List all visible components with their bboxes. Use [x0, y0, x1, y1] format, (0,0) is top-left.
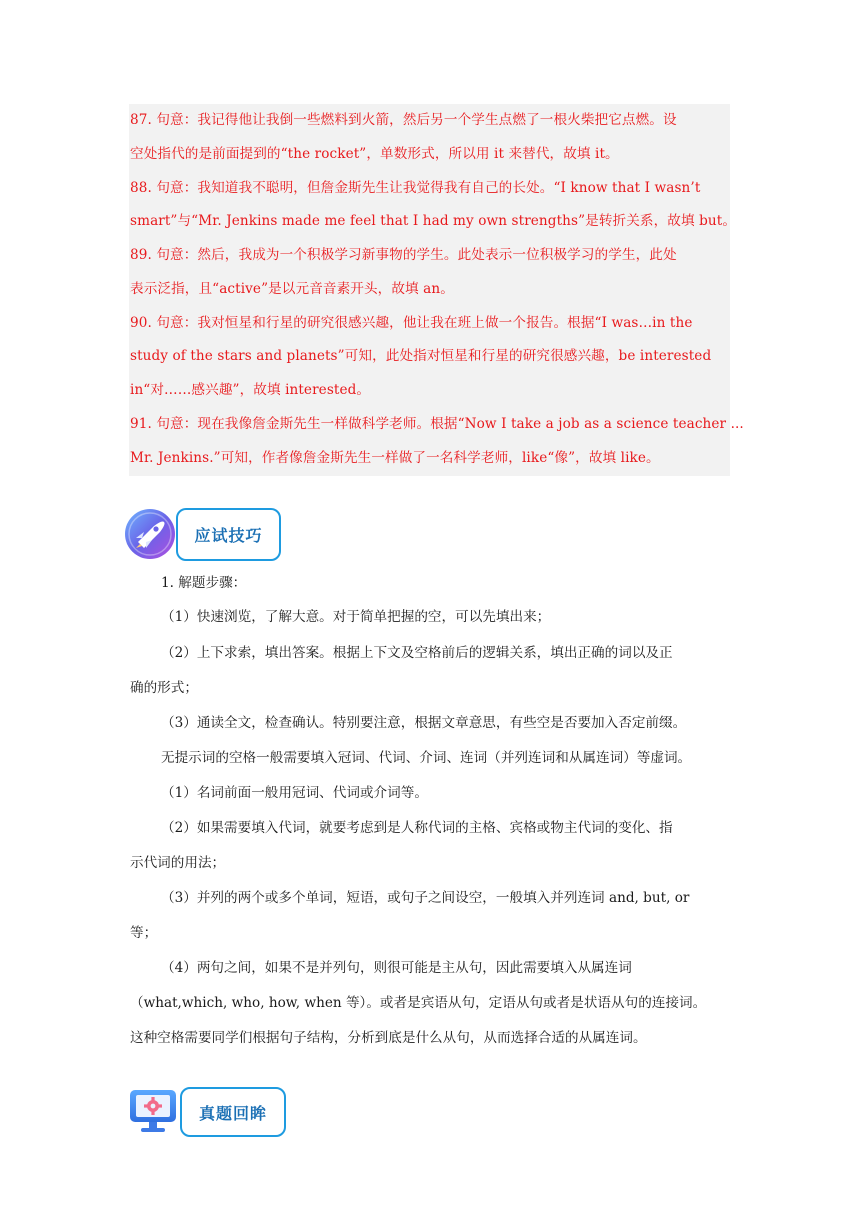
section-heading-review	[180, 1087, 286, 1137]
rocket-icon	[124, 508, 176, 560]
answer-line: smart”与“Mr. Jenkins made me feel that I had my own strengths”是转折关系，故填 but。	[130, 213, 737, 229]
answer-line: 91. 句意：现在我像詹金斯先生一样做科学老师。根据“Now I take a job as a science teacher ...	[130, 416, 744, 432]
monitor-gear-icon	[128, 1086, 178, 1136]
answer-line: 90. 句意：我对恒星和行星的研究很感兴趣，他让我在班上做一个报告。根据“I was…in the	[130, 315, 693, 331]
answer-line: 88. 句意：我知道我不聪明，但詹金斯先生让我觉得我有自己的长处。“I know that I wasn’t	[130, 180, 701, 196]
section-heading-text: 真题回眸	[198, 1103, 267, 1123]
answer-line: 空处指代的是前面提到的“the rocket”，单数形式，所以用 it 来替代，故填 it。	[130, 146, 619, 162]
answer-line: Mr. Jenkins.”可知，作者像詹金斯先生一样做了一名科学老师，like“像”，故填 like。	[130, 450, 660, 466]
tips-line: 等；	[130, 925, 158, 941]
tips-line: 确的形式；	[130, 680, 198, 696]
tips-line: （1）快速浏览，了解大意。对于简单把握的空，可以先填出来；	[161, 609, 551, 625]
section-heading-tips	[176, 508, 281, 561]
answer-line: study of the stars and planets”可知，此处指对恒星和行星的研究很感兴趣，be interested	[130, 348, 712, 364]
tips-line: （1）名词前面一般用冠词、代词或介词等。	[161, 785, 428, 801]
tips-line: （2）如果需要填入代词，就要考虑到是人称代词的主格、宾格或物主代词的变化、指	[161, 820, 673, 836]
section-heading-text: 应试技巧	[194, 526, 263, 545]
tips-line: （4）两句之间，如果不是并列句，则很可能是主从句，因此需要填入从属连词	[161, 960, 632, 976]
tips-line: （2）上下求索，填出答案。根据上下文及空格前后的逻辑关系，填出正确的词以及正	[161, 645, 673, 661]
tips-line: （3）通读全文，检查确认。特别要注意，根据文章意思，有些空是否要加入否定前缀。	[161, 715, 687, 731]
tips-line: 无提示词的空格一般需要填入冠词、代词、介词、连词（并列连词和从属连词）等虚词。	[161, 750, 692, 766]
answer-line: 89. 句意：然后，我成为一个积极学习新事物的学生。此处表示一位积极学习的学生，此处	[130, 247, 677, 263]
tips-line: 1. 解题步骤：	[161, 575, 247, 591]
answer-line: 表示泛指，且“active”是以元音音素开头，故填 an。	[130, 281, 454, 297]
tips-line: （3）并列的两个或多个单词，短语，或句子之间设空，一般填入并列连词 and, but, or	[161, 890, 690, 906]
tips-line: 示代词的用法；	[130, 855, 226, 871]
answer-line: 87. 句意：我记得他让我倒一些燃料到火箭，然后另一个学生点燃了一根火柴把它点燃。设	[130, 112, 677, 128]
answer-line: in“对……感兴趣”，故填 interested。	[130, 382, 371, 398]
tips-line: （what,which, who, how, when 等）。或者是宾语从句，定语从句或者是状语从句的连接词。	[130, 995, 707, 1011]
tips-line: 这种空格需要同学们根据句子结构，分析到底是什么从句，从而选择合适的从属连词。	[130, 1030, 647, 1046]
